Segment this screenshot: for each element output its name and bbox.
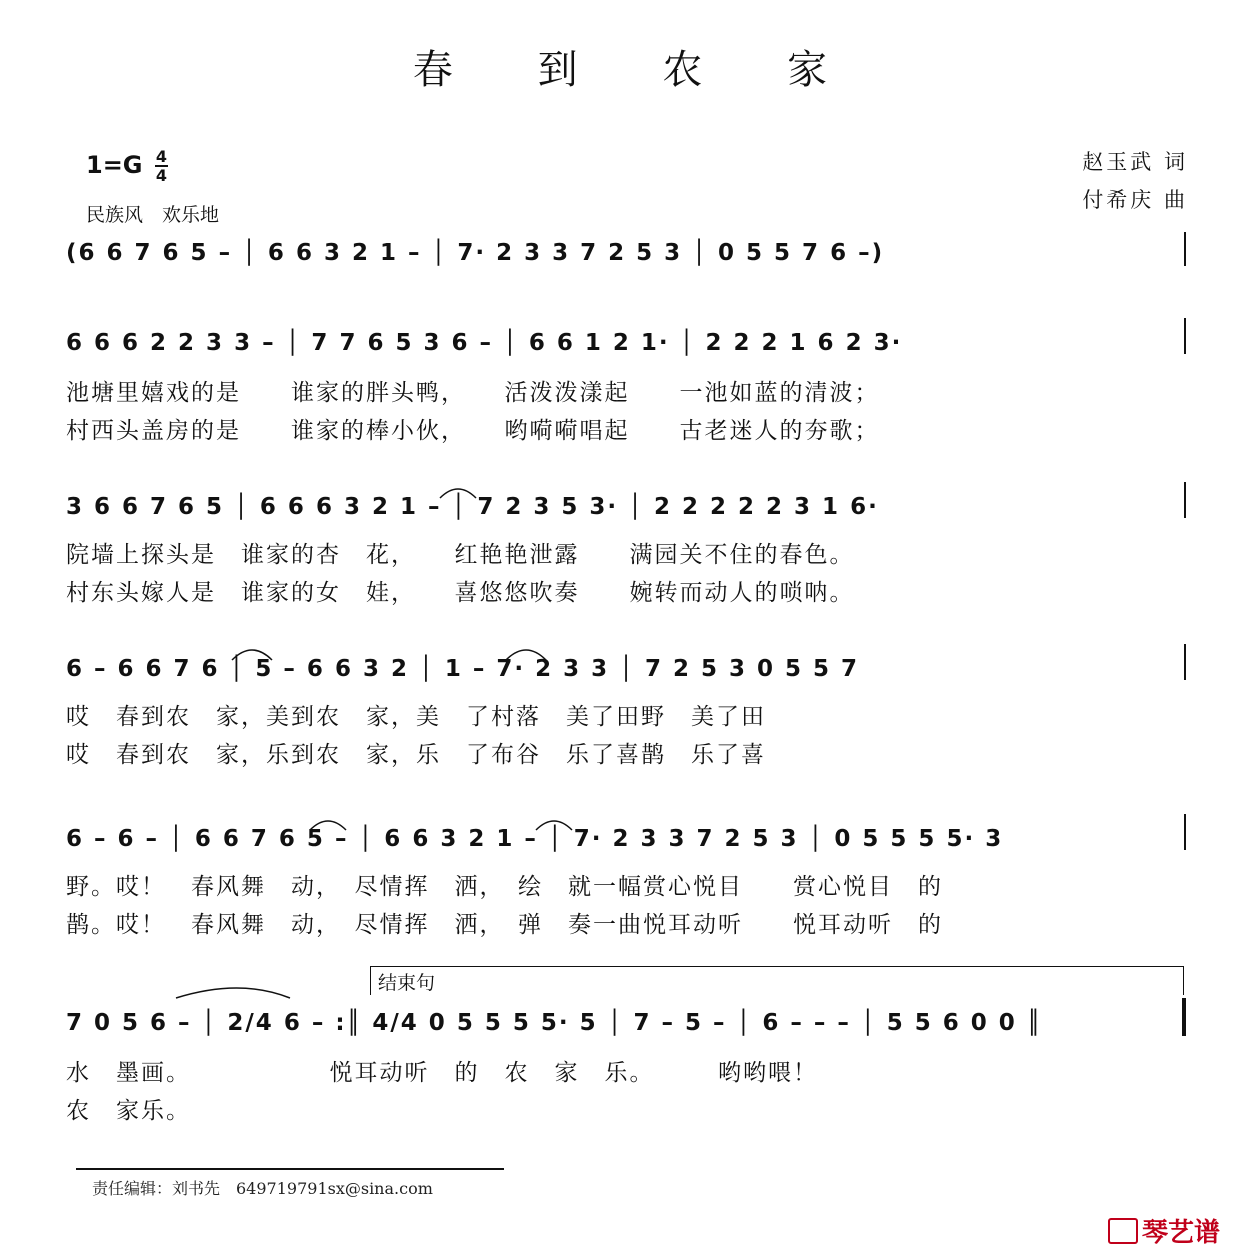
lyrics-system-4-verse-1: 哎 春到农 家，美到农 家，美 了村落 美了田野 美了田 [66,704,766,730]
lyrics-system-6-verse-2: 农 家乐。 [66,1098,191,1124]
lyrics-system-5-verse-1: 野。哎！ 春风舞 动， 尽情挥 洒， 绘 就一幅赏心悦目 赏心悦目 的 [66,874,943,900]
notes-system-3: 3 6 6 7 6 5 │ 6 6 6 3 2 1 – │ 7 2 3 5 3· │ 2 2 2 2 2 3 1 6· [66,494,879,520]
barline [1184,814,1186,850]
lyricist-credit: 赵玉武 词 [1082,150,1188,174]
final-barline [1182,998,1186,1036]
logo-text: 琴艺谱 [1141,1218,1220,1248]
barline [1184,482,1186,518]
lyrics-system-3-verse-2: 村东头嫁人是 谁家的女 娃， 喜悠悠吹奏 婉转而动人的唢呐。 [66,580,855,606]
notes-system-6: 7 0 5 6 – │ 2/4 6 – :║ 4/4 0 5 5 5 5· 5 │ 7 – 5 – │ 6 – – – │ 5 5 6 0 0 ║ [66,1010,1043,1036]
ending-label: 结束句 [378,972,436,994]
composer-credit: 付希庆 曲 [1082,188,1188,212]
lyrics-system-2-verse-1: 池塘里嬉戏的是 谁家的胖头鸭， 活泼泼漾起 一池如蓝的清波； [66,380,880,406]
notes-system-5: 6 – 6 – │ 6 6 7 6 5 – │ 6 6 3 2 1 – │ 7· 2 3 3 7 2 5 3 │ 0 5 5 5 5· 3 [66,826,1004,852]
lyrics-system-4-verse-2: 哎 春到农 家，乐到农 家，乐 了布谷 乐了喜鹊 乐了喜 [66,742,766,768]
notes-system-4: 6 – 6 6 7 6 │ 5 – 6 6 3 2 │ 1 – 7· 2 3 3 │ 7 2 5 3 0 5 5 7 [66,656,860,682]
barline [1184,318,1186,354]
lyrics-system-3-verse-1: 院墙上探头是 谁家的杏 花， 红艳艳泄露 满园关不住的春色。 [66,542,855,568]
footer-rule [76,1168,504,1170]
style-marking: 民族风 欢乐地 [86,204,220,226]
key-label: 1=G [86,151,143,179]
time-sig-numerator: 4 [155,147,168,166]
song-title: 春 到 农 家 [412,47,864,93]
lyrics-system-2-verse-2: 村西头盖房的是 谁家的棒小伙， 哟嗬嗬唱起 古老迷人的夯歌； [66,418,880,444]
logo-icon [1108,1218,1138,1244]
time-sig-denominator: 4 [155,166,168,185]
notes-system-2: 6 6 6 2 2 3 3 – │ 7 7 6 5 3 6 – │ 6 6 1 2 1· │ 2 2 2 1 6 2 3· [66,330,903,356]
lyrics-system-5-verse-2: 鹊。哎！ 春风舞 动， 尽情挥 洒， 弹 奏一曲悦耳动听 悦耳动听 的 [66,912,943,938]
site-logo [1108,1212,1220,1249]
barline [1184,644,1186,680]
editor-credit: 责任编辑：刘书先 649719791sx@sina.com [92,1179,433,1198]
notes-system-1: (6 6 7 6 5 – │ 6 6 3 2 1 – │ 7· 2 3 3 7 2 5 3 │ 0 5 5 7 6 –) [66,240,885,266]
lyrics-system-6-verse-1: 水 墨画。 悦耳动听 的 农 家 乐。 哟哟喂！ [66,1060,818,1086]
barline [1184,232,1186,266]
